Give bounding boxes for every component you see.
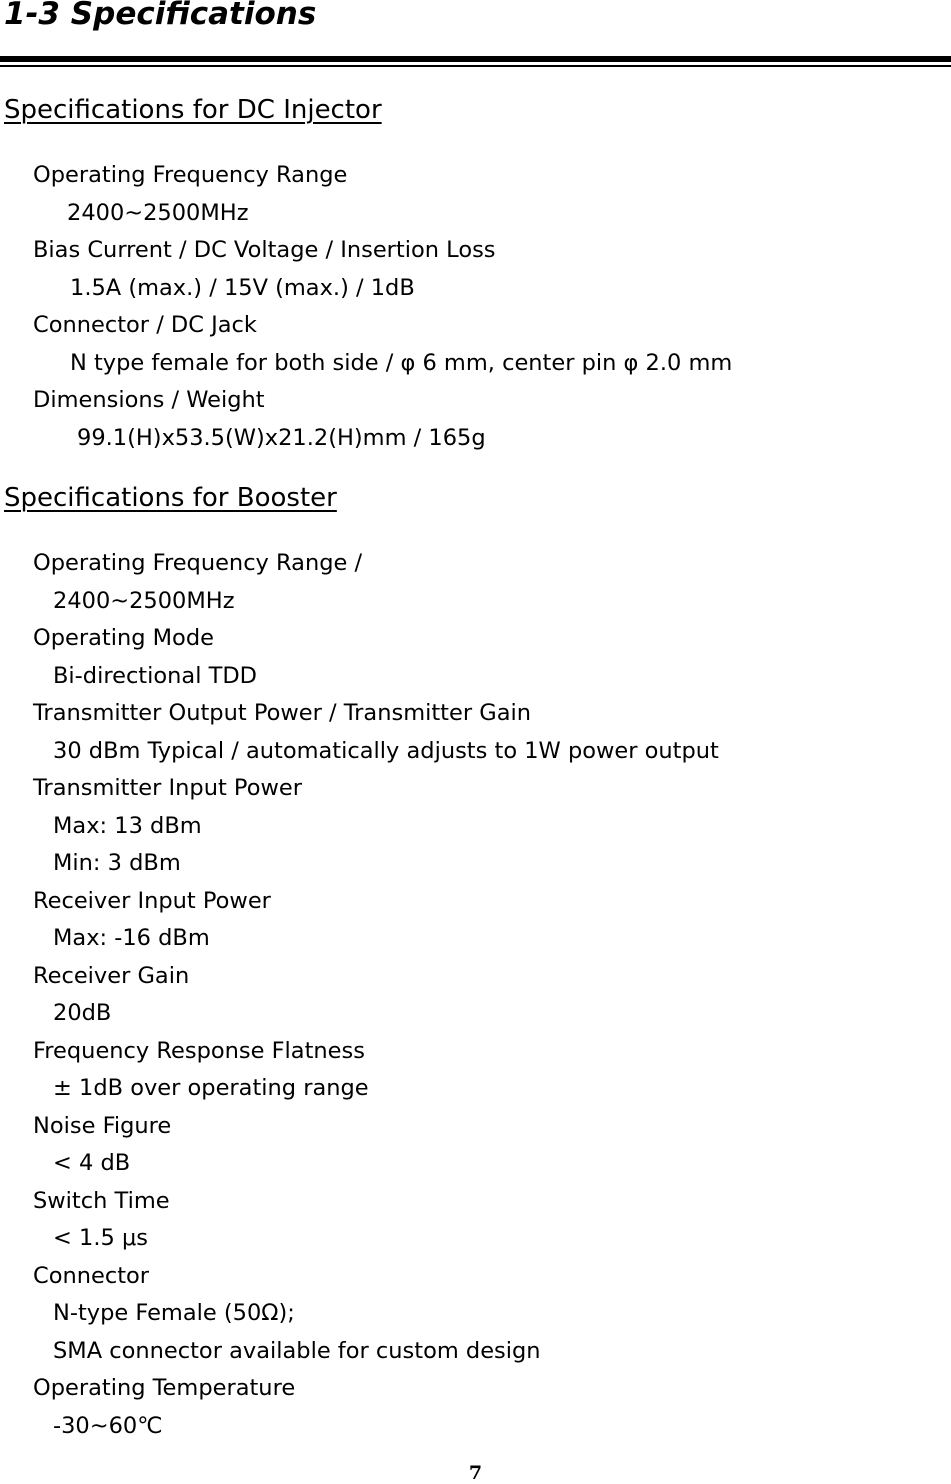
spec-label: Dimensions / Weight — [33, 387, 265, 413]
spec-label: Frequency Response Flatness — [33, 1037, 365, 1064]
spec-item — [0, 1033, 719, 1108]
spec-label: Noise Figure — [33, 1112, 172, 1139]
spec-label: Connector / DC Jack — [33, 312, 257, 338]
spec-value: -30~60℃ — [53, 1412, 163, 1439]
title-divider-thin — [0, 65, 951, 67]
spec-label: Receiver Input Power — [33, 887, 271, 914]
spec-label: Receiver Gain — [33, 962, 190, 989]
spec-value: SMA connector available for custom design — [53, 1337, 541, 1364]
dc-injector-spec-list — [0, 157, 732, 457]
spec-item — [0, 307, 732, 382]
spec-value: Bi-directional TDD — [53, 662, 257, 689]
spec-label: Operating Temperature — [33, 1375, 296, 1401]
spec-label: Operating Frequency Range / — [33, 550, 363, 576]
spec-value: < 1.5 μs — [53, 1225, 148, 1251]
spec-label: Bias Current / DC Voltage / Insertion Loss — [33, 237, 496, 263]
spec-value: 99.1(H)x53.5(W)x21.2(H)mm / 165g — [77, 424, 486, 451]
chapter-title: 1-3 Specifications — [4, 0, 317, 32]
spec-value: 20dB — [53, 1000, 112, 1026]
spec-label: Operating Mode — [33, 625, 214, 651]
spec-item — [0, 770, 719, 883]
spec-value: Min: 3 dBm — [53, 850, 181, 876]
spec-item — [0, 1258, 719, 1371]
spec-item — [0, 620, 719, 695]
spec-value: 30 dBm Typical / automatically adjusts to 1W power output — [53, 737, 719, 764]
spec-item — [0, 1108, 719, 1183]
spec-item — [0, 1370, 719, 1445]
spec-value: Max: -16 dBm — [53, 925, 210, 951]
spec-item — [0, 1183, 719, 1258]
spec-label: Transmitter Output Power / Transmitter Gain — [33, 700, 531, 726]
spec-value: N type female for both side / φ 6 mm, center pin φ 2.0 mm — [70, 349, 733, 376]
section-heading-dc-injector: Specifications for DC Injector — [4, 95, 382, 125]
spec-label: Switch Time — [33, 1187, 170, 1214]
booster-spec-list — [0, 545, 719, 1445]
spec-value: < 4 dB — [53, 1150, 131, 1176]
spec-item — [0, 232, 732, 307]
spec-item — [0, 157, 732, 232]
title-divider-thick — [0, 56, 951, 62]
spec-value: Max: 13 dBm — [53, 812, 202, 839]
spec-value: 2400~2500MHz — [53, 587, 235, 614]
page-number: 7 — [468, 1462, 483, 1484]
spec-item — [0, 382, 732, 457]
spec-value: 2400~2500MHz — [67, 199, 249, 226]
spec-value: 1.5A (max.) / 15V (max.) / 1dB — [70, 274, 415, 301]
spec-label: Transmitter Input Power — [33, 775, 302, 801]
spec-item — [0, 695, 719, 770]
spec-item — [0, 958, 719, 1033]
spec-item — [0, 883, 719, 958]
section-heading-booster: Specifications for Booster — [4, 483, 337, 513]
spec-label: Operating Frequency Range — [33, 162, 348, 188]
spec-value: ± 1dB over operating range — [53, 1075, 369, 1101]
spec-item — [0, 545, 719, 620]
spec-value: N-type Female (50Ω); — [53, 1300, 295, 1326]
spec-label: Connector — [33, 1262, 150, 1289]
